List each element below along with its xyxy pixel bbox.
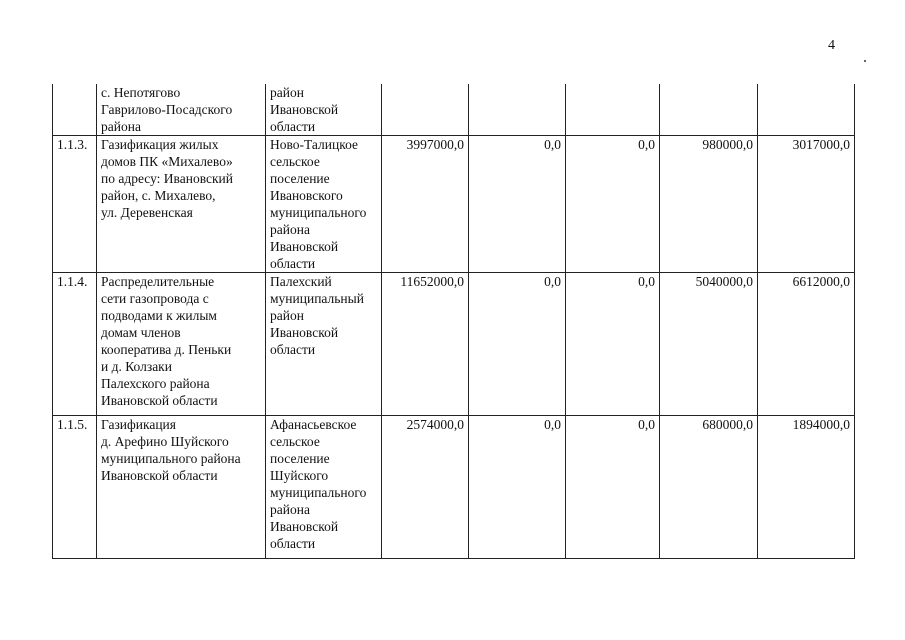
row-name (97, 273, 266, 416)
row-value-3: 980000,0 (660, 136, 758, 273)
name-line: и д. Колзаки (101, 359, 172, 374)
name-line: Ивановской области (101, 393, 218, 408)
row-name (97, 136, 266, 273)
executor-line: района (270, 502, 310, 517)
row-total: 11652000,0 (382, 273, 469, 416)
name-line: домам членов (101, 325, 181, 340)
executor-line: Ивановской (270, 102, 339, 117)
row-value-3: 5040000,0 (660, 273, 758, 416)
row-value-1: 0,0 (469, 273, 566, 416)
row-value-4: 6612000,0 (758, 273, 855, 416)
row-total (382, 84, 469, 136)
row-total: 2574000,0 (382, 416, 469, 559)
page-number: 4 (828, 38, 835, 53)
row-value-2: 0,0 (566, 273, 660, 416)
scan-speck (864, 60, 866, 62)
row-code: 1.1.5. (53, 416, 97, 559)
row-name (97, 84, 266, 136)
executor-line: района (270, 222, 310, 237)
name-line: по адресу: Ивановский (101, 171, 234, 186)
executor-line: области (270, 256, 316, 271)
name-line: сети газопровода с (101, 291, 209, 306)
executor-line: район (270, 85, 304, 100)
funding-table (52, 84, 855, 559)
executor-line: Ивановской (270, 325, 339, 340)
row-value-4: 3017000,0 (758, 136, 855, 273)
row-value-2 (566, 84, 660, 136)
name-line: Гаврилово-Посадского (101, 102, 233, 117)
executor-line: области (270, 342, 316, 357)
executor-line: сельское (270, 434, 320, 449)
executor-line: области (270, 536, 316, 551)
name-line: муниципального района (101, 451, 241, 466)
name-line: д. Арефино Шуйского (101, 434, 229, 449)
row-total: 3997000,0 (382, 136, 469, 273)
executor-line: район (270, 308, 304, 323)
executor-line: поселение (270, 451, 330, 466)
row-value-1: 0,0 (469, 416, 566, 559)
executor-line: Палехский (270, 274, 332, 289)
row-value-1 (469, 84, 566, 136)
row-value-2: 0,0 (566, 136, 660, 273)
executor-line: Ново-Талицкое (270, 137, 359, 152)
executor-line: муниципального (270, 485, 367, 500)
executor-line: Ивановского (270, 188, 343, 203)
table-row (53, 84, 855, 136)
row-executor (266, 136, 382, 273)
executor-line: Ивановской (270, 239, 339, 254)
table-row (53, 416, 855, 559)
name-line: кооператива д. Пеньки (101, 342, 232, 357)
name-line: Газификация (101, 417, 176, 432)
name-line: подводами к жилым (101, 308, 217, 323)
name-line: Распределительные (101, 274, 215, 289)
executor-line: муниципальный (270, 291, 364, 306)
executor-line: Афанасьевское (270, 417, 357, 432)
executor-line: области (270, 119, 316, 134)
row-executor (266, 416, 382, 559)
name-line: Ивановской области (101, 468, 218, 483)
name-line: район, с. Михалево, (101, 188, 216, 203)
executor-line: Ивановской (270, 519, 339, 534)
row-value-2: 0,0 (566, 416, 660, 559)
name-line: домов ПК «Михалево» (101, 154, 233, 169)
row-value-1: 0,0 (469, 136, 566, 273)
name-line: ул. Деревенская (101, 205, 193, 220)
name-line: Газификация жилых (101, 137, 219, 152)
row-code: 1.1.4. (53, 273, 97, 416)
table-row (53, 273, 855, 416)
row-value-4 (758, 84, 855, 136)
name-line: Палехского района (101, 376, 210, 391)
row-value-3: 680000,0 (660, 416, 758, 559)
row-value-4: 1894000,0 (758, 416, 855, 559)
row-name (97, 416, 266, 559)
executor-line: поселение (270, 171, 330, 186)
row-value-3 (660, 84, 758, 136)
name-line: с. Непотягово (101, 85, 181, 100)
row-executor (266, 84, 382, 136)
name-line: района (101, 119, 141, 134)
table-row (53, 136, 855, 273)
executor-line: Шуйского (270, 468, 329, 483)
executor-line: сельское (270, 154, 320, 169)
row-code (53, 84, 97, 136)
row-code: 1.1.3. (53, 136, 97, 273)
row-executor (266, 273, 382, 416)
executor-line: муниципального (270, 205, 367, 220)
